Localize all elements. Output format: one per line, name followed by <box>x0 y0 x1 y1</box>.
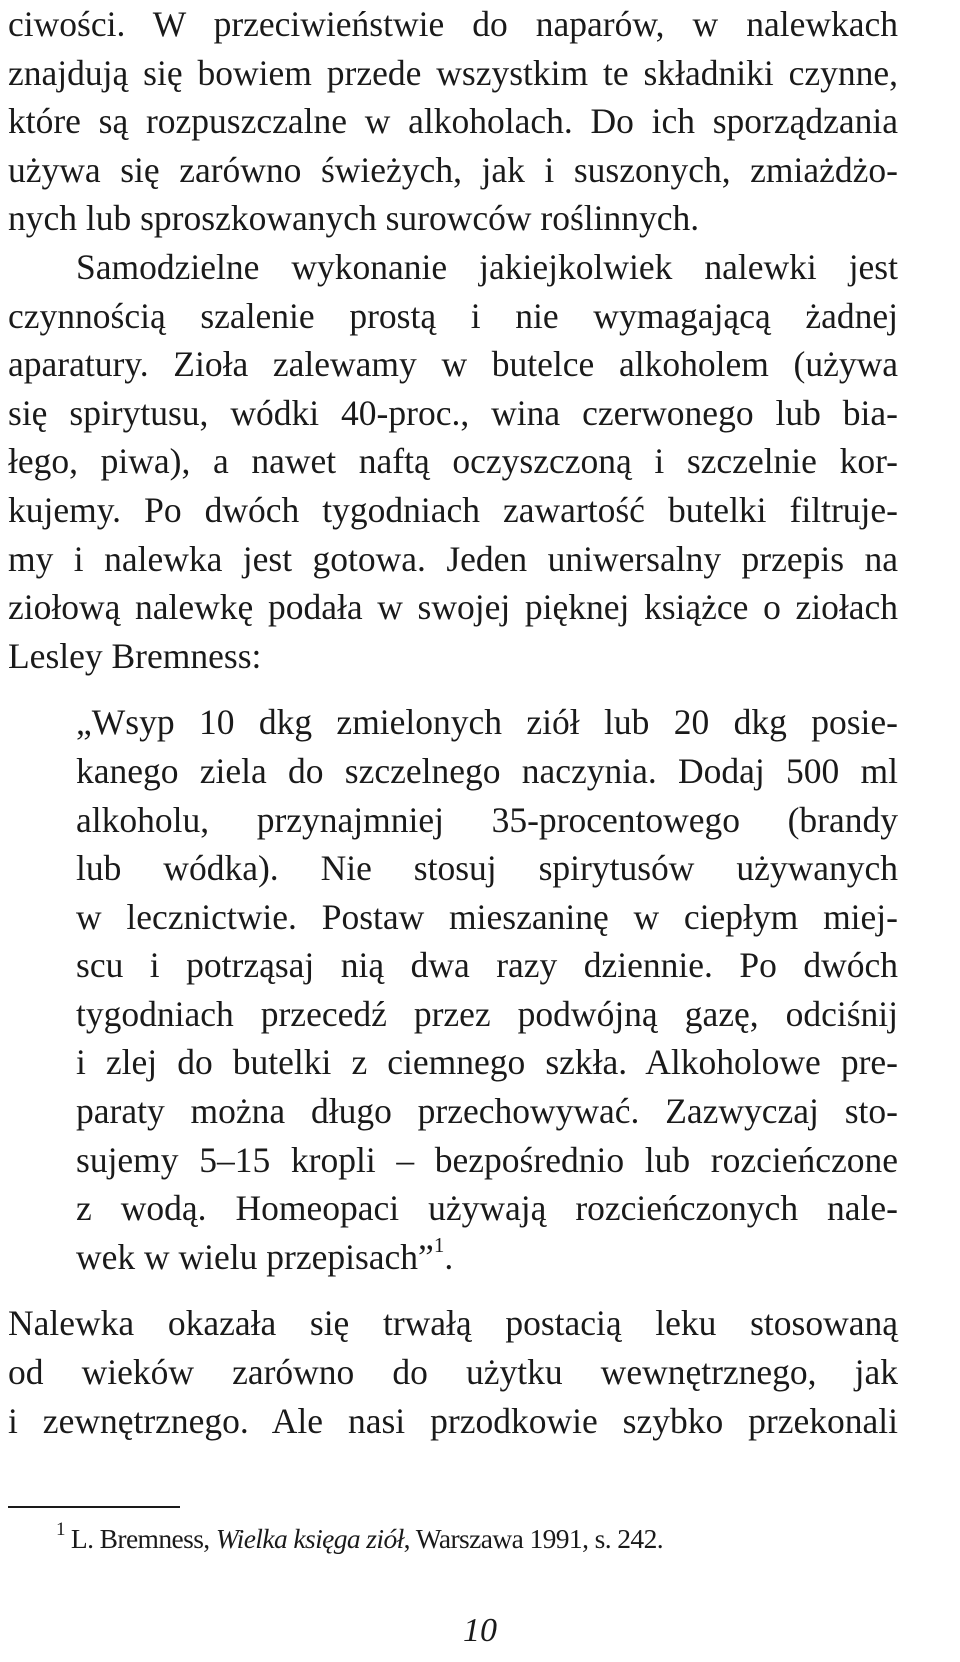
paragraph-1 <box>8 0 898 243</box>
quote-line: paraty można długo przechowywać. Zazwyczaj sto- <box>76 1091 898 1132</box>
paragraph-3 <box>8 1299 898 1445</box>
text-line: które są rozpuszczalne w alkoholach. Do ich sporządzania <box>8 101 898 142</box>
quote-line: alkoholu, przynajmniej 35-procentowego (brandy <box>76 799 898 840</box>
text-line: się spirytusu, wódki 40-proc., wina czerwonego lub bia- <box>8 392 898 433</box>
paragraph-2 <box>8 243 898 680</box>
text-line: kujemy. Po dwóch tygodniach zawartość butelki filtruje- <box>8 489 898 530</box>
quote-line: w lecznictwie. Postaw mieszaninę w ciepłym miej- <box>76 896 898 937</box>
quote-line-last <box>76 1233 898 1282</box>
text-line: my i nalewka jest gotowa. Jeden uniwersalny przepis na <box>8 538 898 579</box>
footnote-marker: 1 <box>56 1518 65 1540</box>
text-line: od wieków zarówno do użytku wewnętrznego, jak <box>8 1352 898 1393</box>
page-body <box>8 0 898 1445</box>
text-line: używa się zarówno świeżych, jak i suszonych, zmiażdżo- <box>8 149 898 190</box>
footnote-author: L. Bremness, <box>70 1523 216 1554</box>
footnote <box>56 1519 663 1559</box>
footnote-title: Wielka księga ziół <box>215 1523 404 1554</box>
quote-line: sujemy 5–15 kropli – bezpośrednio lub rozcieńczone <box>76 1139 898 1180</box>
text-line: aparatury. Zioła zalewamy w butelce alkoholem (używa <box>8 344 898 385</box>
quote-final-text: wek w wielu przepisach” <box>76 1236 434 1277</box>
text-line: Lesley Bremness: <box>8 635 262 676</box>
quote-line: scu i potrząsaj nią dwa razy dziennie. Po dwóch <box>76 945 898 986</box>
quote-final-period: . <box>444 1236 454 1277</box>
footnote-reference[interactable]: 1 <box>433 1233 445 1258</box>
text-line: łego, piwa), a nawet naftą oczyszczoną i szczelnie kor- <box>8 441 898 482</box>
quote-line: i zlej do butelki z ciemnego szkła. Alkoholowe pre- <box>76 1042 898 1083</box>
text-line: Nalewka okazała się trwałą postacią leku stosowaną <box>8 1303 898 1344</box>
footnote-rest: , Warszawa 1991, s. 242. <box>403 1523 664 1554</box>
quote-line: tygodniach przecedź przez podwójną gazę, odciśnij <box>76 993 898 1034</box>
text-line: ziołową nalewkę podała w swojej pięknej książce o ziołach <box>8 587 898 628</box>
footnote-divider <box>8 1506 180 1508</box>
text-line: nych lub sproszkowanych surowców roślinnych. <box>8 198 700 239</box>
quote-line: „Wsyp 10 dkg zmielonych ziół lub 20 dkg posie- <box>76 702 898 743</box>
text-line: znajdują się bowiem przede wszystkim te składniki czynne, <box>8 52 898 93</box>
quote-line: kanego ziela do szczelnego naczynia. Dodaj 500 ml <box>76 750 898 791</box>
text-line: czynnością szalenie prostą i nie wymagającą żadnej <box>8 295 898 336</box>
page-number: 10 <box>463 1612 497 1649</box>
quote-line: lub wódka). Nie stosuj spirytusów używanych <box>76 848 898 889</box>
block-quote <box>76 698 898 1281</box>
text-line: i zewnętrznego. Ale nasi przodkowie szybko przekonali <box>8 1400 898 1441</box>
quote-line: z wodą. Homeopaci używają rozcieńczonych nale- <box>76 1188 898 1229</box>
text-line: Samodzielne wykonanie jakiejkolwiek nalewki jest <box>76 246 898 287</box>
text-line: ciwości. W przeciwieństwie do naparów, w nalewkach <box>8 4 898 44</box>
